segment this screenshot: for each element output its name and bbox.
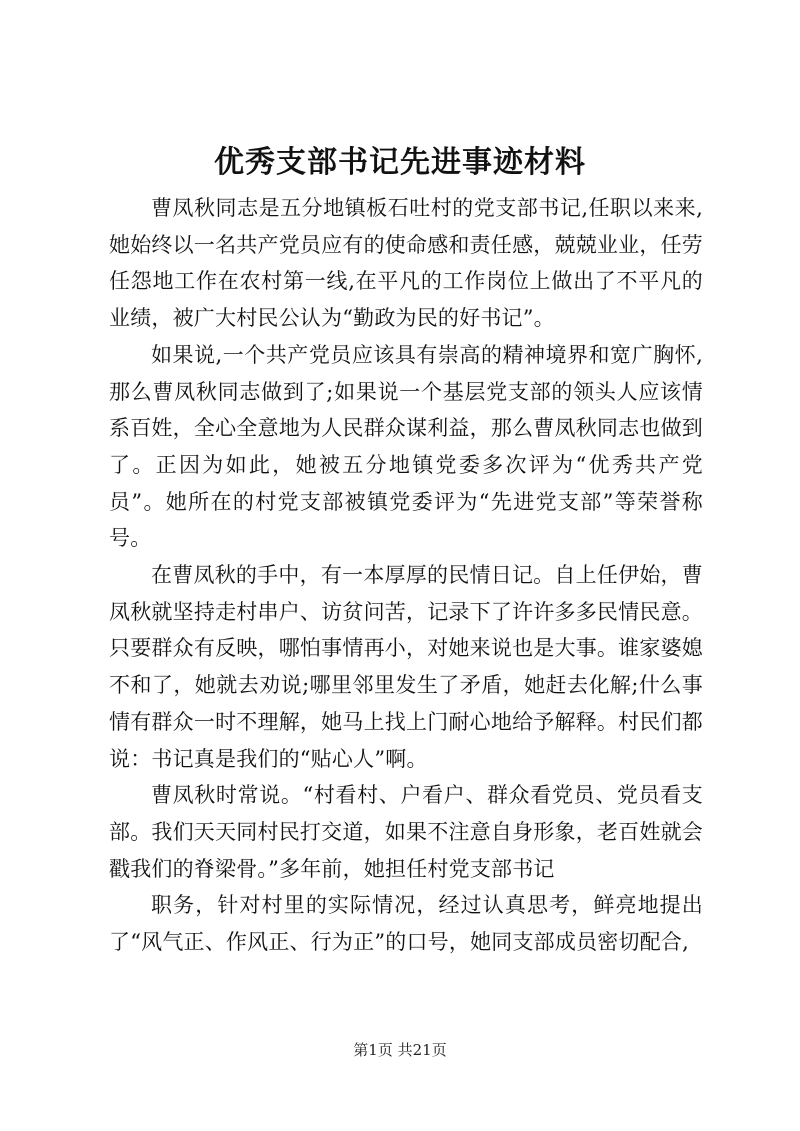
paragraph: 职务，针对村里的实际情况，经过认真思考，鲜亮地提出了“风气正、作风正、行为正”的口号，她同支部成员密切配合, [109,893,703,955]
paragraph: 曹凤秋时常说。“村看村、户看户、群众看党员、党员看支部。我们天天同村民打交道，如果不注意自身形象，老百姓就会戳我们的脊梁骨。”多年前，她担任村党支部书记 [109,783,703,881]
paragraph: 如果说,一个共产党员应该具有崇高的精神境界和宽广胸怀,那么曹凤秋同志做到了;如果说一个基层党支部的领头人应该情系百姓，全心全意地为人民群众谋利益，那么曹凤秋同志也做到了。正因为如此，她被五分地镇党委多次评为“优秀共产党员”。她所在的村党支部被镇党委评为“先进党支部”等荣誉称号。 [109,342,703,551]
document-title: 优秀支部书记先进事迹材料 [214,145,586,180]
document-body [109,190,703,961]
paragraph: 曹凤秋同志是五分地镇板石吐村的党支部书记,任职以来来,她始终以一名共产党员应有的使命感和责任感，兢兢业业，任劳任怨地工作在农村第一线,在平凡的工作岗位上做出了不平凡的业绩，被广大村民公认为“勤政为民的好书记”。 [109,196,703,331]
page-number-footer: 第1页 共21页 [353,1041,447,1059]
paragraph: 在曹凤秋的手中，有一本厚厚的民情日记。自上任伊始，曹凤秋就坚持走村串户、访贫问苦，记录下了许许多多民情民意。只要群众有反映，哪怕事情再小，对她来说也是大事。谁家婆媳不和了，她就去劝说;哪里邻里发生了矛盾，她赶去化解;什么事情有群众一时不理解，她马上找上门耐心地给予解释。村民们都说：书记真是我们的“贴心人”啊。 [109,563,703,771]
